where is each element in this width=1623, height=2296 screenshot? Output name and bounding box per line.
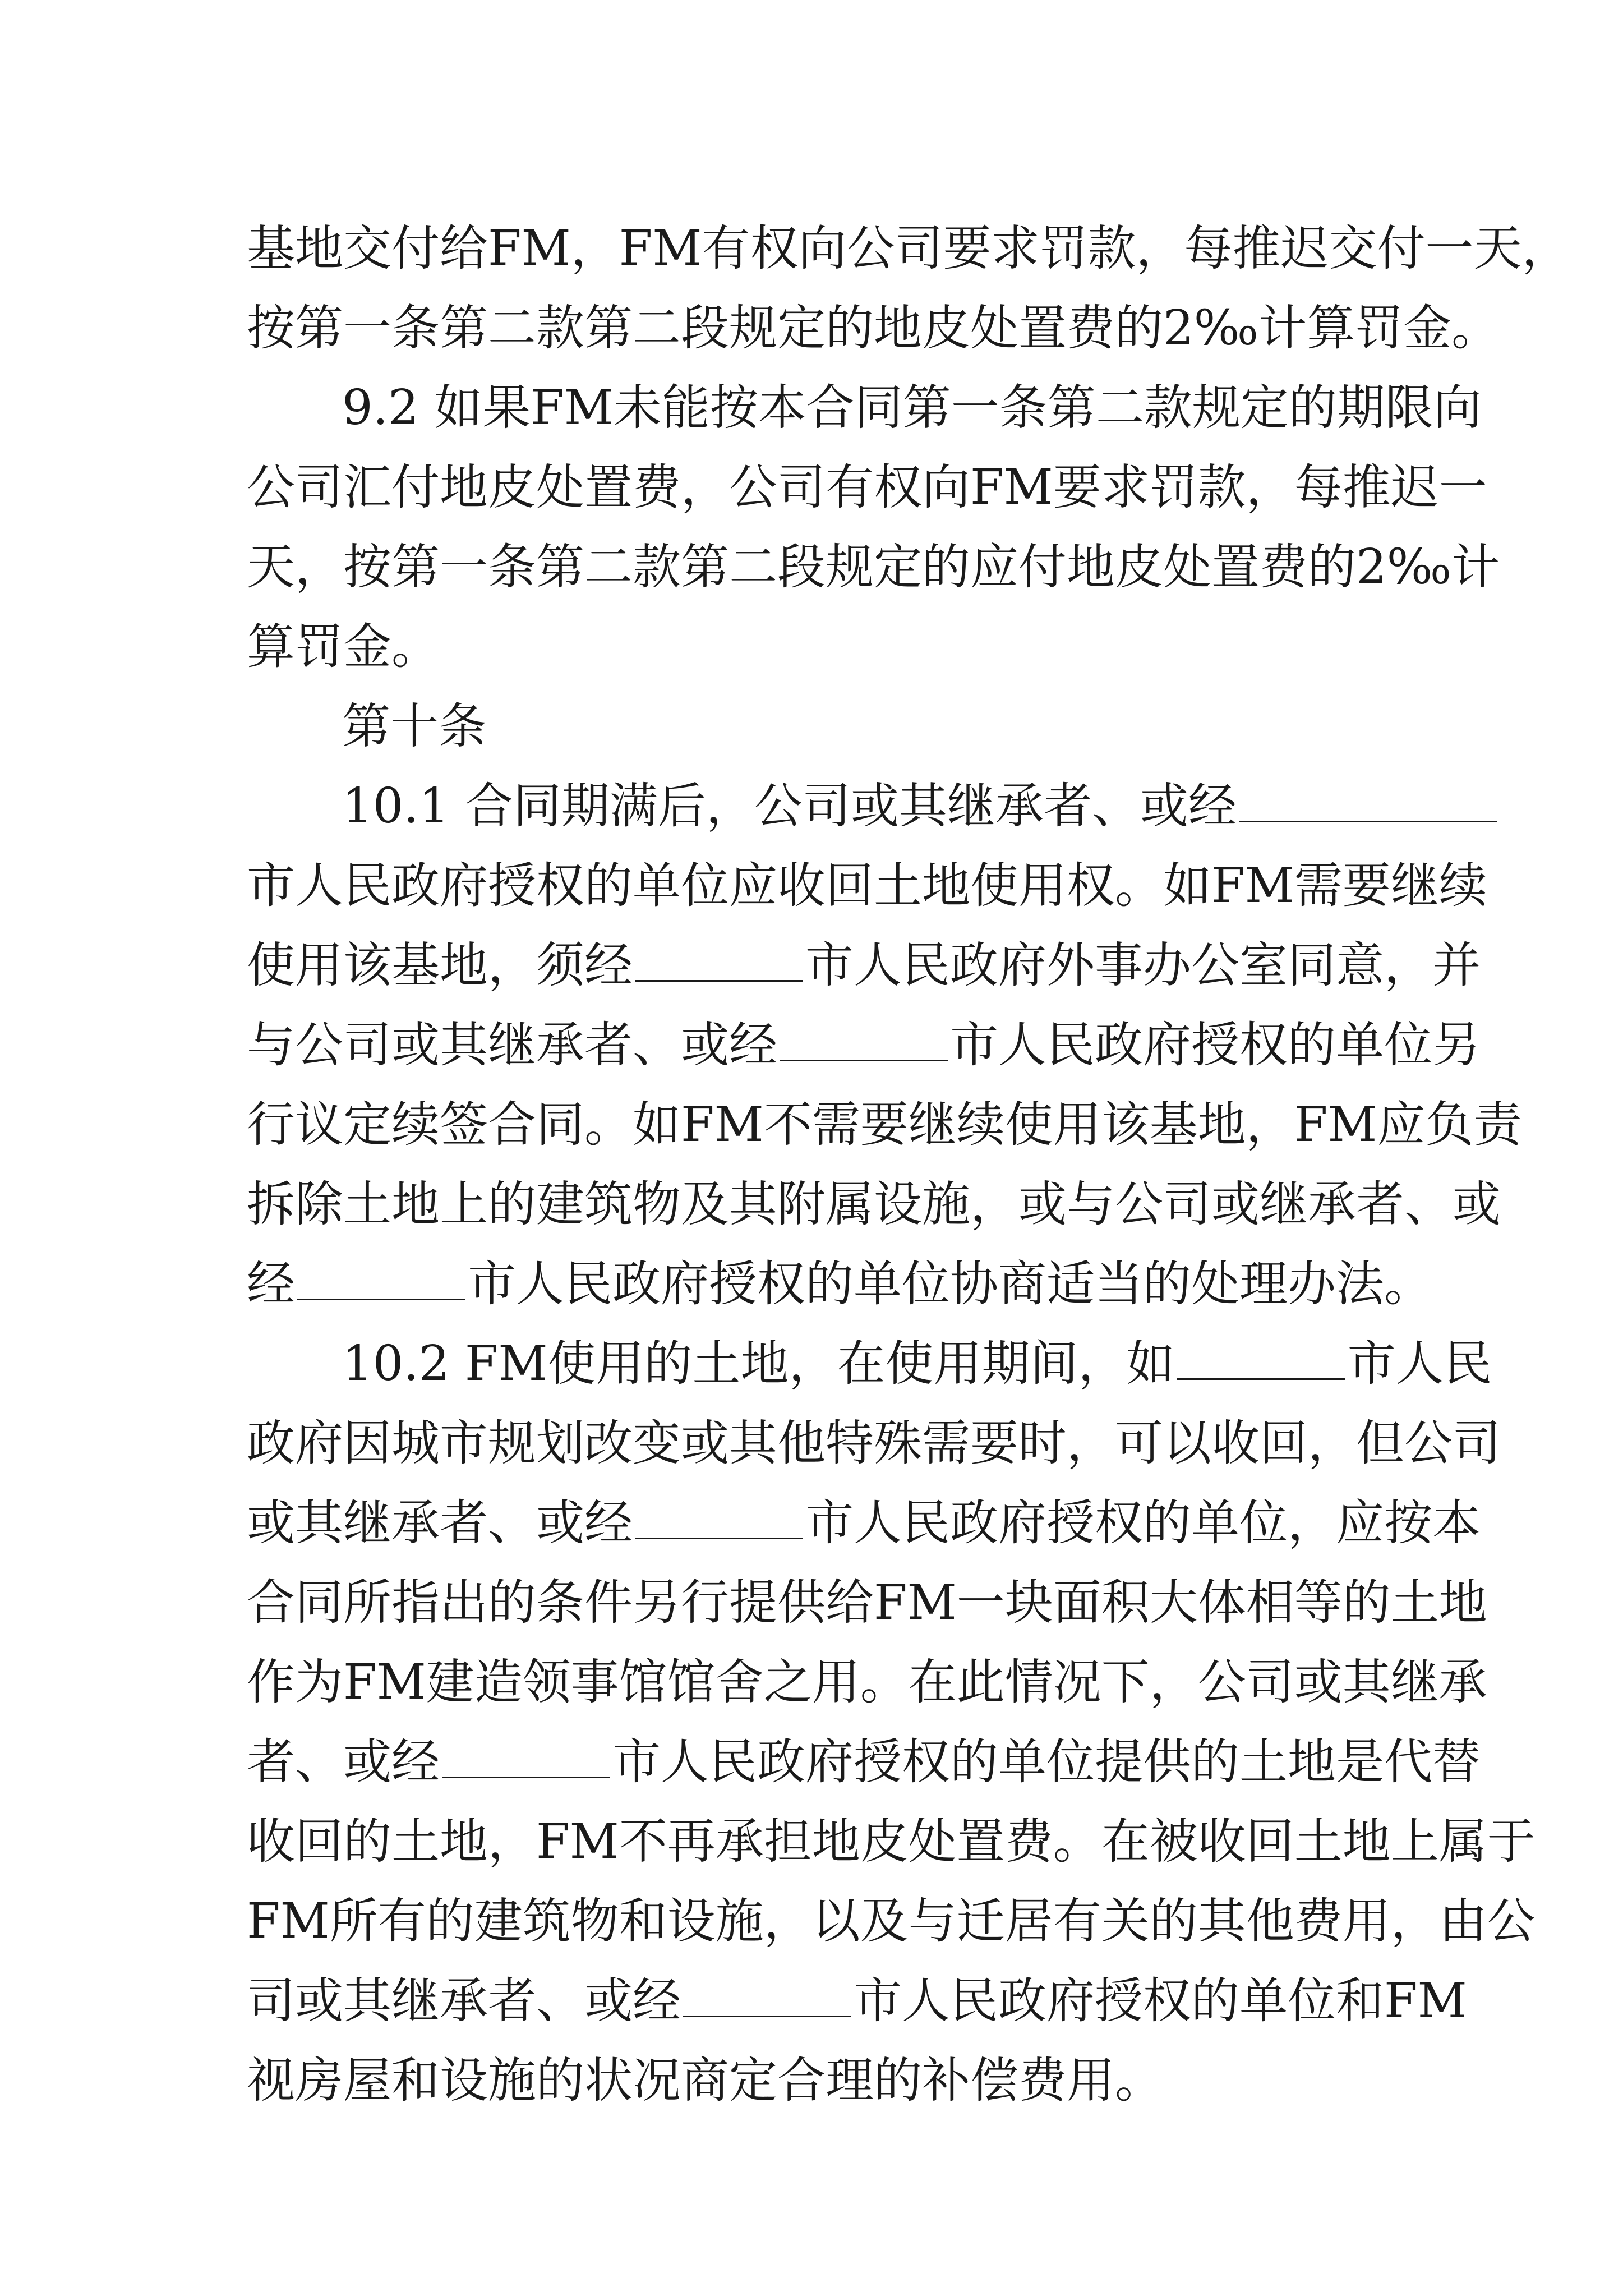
text-line [247, 926, 1481, 1005]
text-line [247, 1324, 1492, 1404]
text-line [247, 1642, 1487, 1722]
text-line [247, 1005, 1481, 1085]
text-line [247, 1563, 1487, 1642]
text-segment: 视房屋和设施的状况商定合理的补偿费用。 [247, 2053, 1163, 2109]
text-segment: 市人民政府授权的单位协商适当的处理办法。 [468, 1256, 1432, 1312]
text-line [247, 1404, 1501, 1483]
text-line [247, 1961, 1467, 2041]
text-line [247, 1722, 1481, 1802]
text-line [247, 288, 1500, 368]
contract-text [247, 209, 1570, 2120]
text-line [247, 209, 1570, 288]
text-segment: 市人民政府授权的单位和FM [854, 1973, 1467, 2029]
fill-in-blank [683, 1970, 851, 2017]
text-segment: 收回的土地，FM不再承担地皮处置费。在被收回土地上属于 [247, 1814, 1536, 1870]
text-segment: 行议定续签合同。如FM不需要继续使用该基地，FM应负责 [247, 1097, 1522, 1153]
text-segment: 市人民政府授权的单位应收回土地使用权。如FM需要继续 [247, 858, 1487, 914]
text-segment: 拆除土地上的建筑物及其附属设施，或与公司或继承者、或 [247, 1176, 1501, 1232]
text-segment: 合同所指出的条件另行提供给FM一块面积大体相等的土地 [247, 1575, 1487, 1631]
text-segment: 司或其继承者、或经 [247, 1973, 681, 2029]
article-heading [247, 687, 1402, 766]
text-segment: 市人民 [1347, 1336, 1492, 1392]
text-line [247, 368, 1482, 448]
fill-in-blank [635, 934, 803, 982]
fill-in-blank [442, 1731, 610, 1778]
text-segment: 第十条 [342, 698, 487, 754]
text-line [247, 1244, 1432, 1324]
text-segment: 或其继承者、或经 [247, 1495, 633, 1551]
text-line [247, 846, 1487, 926]
text-segment: 9.2 如果FM未能按本合同第一条第二款规定的期限向 [342, 380, 1482, 436]
text-line [247, 2041, 1402, 2120]
text-segment: 市人民政府外事办公室同意，并 [805, 937, 1481, 993]
fill-in-blank [297, 1253, 465, 1300]
text-segment: 经 [247, 1256, 295, 1312]
text-line [247, 1881, 1536, 1961]
fill-in-blank [1239, 775, 1497, 822]
fill-in-blank [780, 1014, 948, 1061]
text-line [247, 1165, 1501, 1244]
text-line [247, 1802, 1536, 1881]
text-segment: 作为FM建造领事馆馆舍之用。在此情况下，公司或其继承 [247, 1654, 1487, 1710]
text-line [247, 607, 1402, 687]
text-segment: 公司汇付地皮处置费，公司有权向FM要求罚款，每推迟一 [247, 459, 1487, 516]
text-segment: 市人民政府授权的单位提供的土地是代替 [612, 1734, 1481, 1790]
text-segment: 10.2 FM使用的土地，在使用期间，如 [342, 1336, 1175, 1392]
text-segment: 10.1 合同期满后，公司或其继承者、或经 [342, 778, 1237, 834]
text-segment: 天，按第一条第二款第二段规定的应付地皮处置费的2‰计 [247, 539, 1500, 595]
text-line [247, 448, 1487, 527]
fill-in-blank [1177, 1332, 1345, 1380]
text-line [247, 1483, 1481, 1563]
text-segment: 与公司或其继承者、或经 [247, 1017, 777, 1073]
text-segment: 市人民政府授权的单位，应按本 [805, 1495, 1481, 1551]
text-line [247, 1085, 1522, 1165]
text-line [247, 766, 1402, 846]
text-segment: FM所有的建筑物和设施，以及与迁居有关的其他费用，由公 [247, 1893, 1536, 1949]
text-segment: 按第一条第二款第二段规定的地皮处置费的2‰计算罚金。 [247, 300, 1500, 356]
text-line [247, 527, 1500, 607]
text-segment: 政府因城市规划改变或其他特殊需要时，可以收回，但公司 [247, 1415, 1501, 1471]
text-segment: 基地交付给FM，FM有权向公司要求罚款，每推迟交付一天， [247, 220, 1570, 277]
fill-in-blank [635, 1492, 803, 1539]
text-segment: 者、或经 [247, 1734, 440, 1790]
text-segment: 算罚金。 [247, 619, 440, 675]
text-segment: 使用该基地，须经 [247, 937, 633, 993]
text-segment: 市人民政府授权的单位另 [950, 1017, 1481, 1073]
